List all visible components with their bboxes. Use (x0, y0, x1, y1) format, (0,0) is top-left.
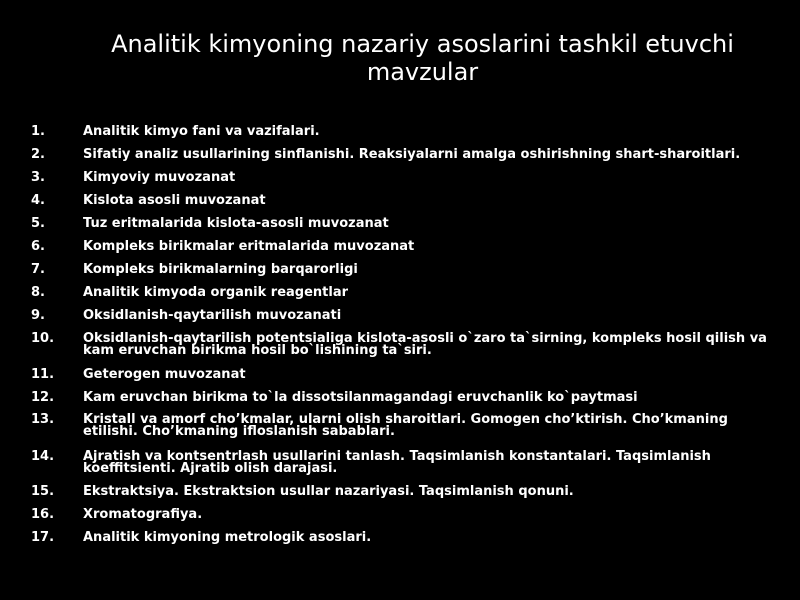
topic-number: 3. (31, 170, 45, 185)
topic-text: Kislota asosli muvozanat (83, 193, 266, 208)
topic-number: 16. (31, 507, 55, 522)
topic-number: 14. (31, 449, 55, 464)
topic-number: 12. (31, 390, 55, 405)
topic-text: Geterogen muvozanat (83, 367, 246, 382)
topic-number: 4. (31, 193, 45, 208)
topic-number: 13. (31, 412, 55, 427)
topic-number: 11. (31, 367, 55, 382)
topic-text: Ekstraktsiya. Ekstraktsion usullar nazariyasi. Taqsimlanish qonuni. (83, 484, 574, 499)
topic-text: Analitik kimyo fani va vazifalari. (83, 124, 320, 139)
topic-text: Sifatiy analiz usullarining sinflanishi. Reaksiyalarni amalga oshirishning shart-sharoitlari. (83, 147, 741, 162)
topic-text: Ajratish va kontsentrlash usullarini tanlash. Taqsimlanish konstantalari. Taqsimlanish koeffitsienti. Ajratib olish darajasi. (83, 449, 711, 476)
topic-number: 6. (31, 239, 45, 254)
topic-text: Kompleks birikmalarning barqarorligi (83, 262, 358, 277)
topic-text: Kompleks birikmalar eritmalarida muvozanat (83, 239, 415, 254)
topic-text: Kristall va amorf cho’kmalar, ularni olish sharoitlari. Gomogen cho’ktirish. Cho’kmaning etilishi. Cho’kmaning ifloslanish sabablari. (83, 412, 728, 439)
slide-title: Analitik kimyoning nazariy asoslarini tashkil etuvchi mavzular (111, 30, 734, 86)
topic-number: 17. (31, 530, 55, 545)
topic-text: Oksidlanish-qaytarilish muvozanati (83, 308, 342, 323)
topic-number: 9. (31, 308, 45, 323)
topic-number: 7. (31, 262, 45, 277)
topic-number: 5. (31, 216, 45, 231)
topic-text: Kimyoviy muvozanat (83, 170, 236, 185)
topic-number: 1. (31, 124, 45, 139)
topic-text: Analitik kimyoning metrologik asoslari. (83, 530, 372, 545)
topic-text: Tuz eritmalarida kislota-asosli muvozanat (83, 216, 389, 231)
topic-number: 2. (31, 147, 45, 162)
topic-text: Oksidlanish-qaytarilish potentsialiga kislota-asosli o`zaro ta`sirning, kompleks hosil qilish va kam eruvchan birikma hosil bo`lishining ta`siri. (83, 331, 767, 358)
topic-text: Analitik kimyoda organik reagentlar (83, 285, 349, 300)
topic-text: Kam eruvchan birikma to`la dissotsilanmagandagi eruvchanlik ko`paytmasi (83, 390, 638, 405)
topic-number: 15. (31, 484, 55, 499)
topic-text: Xromatografiya. (83, 507, 203, 522)
topic-number: 10. (31, 331, 55, 346)
topic-number: 8. (31, 285, 45, 300)
